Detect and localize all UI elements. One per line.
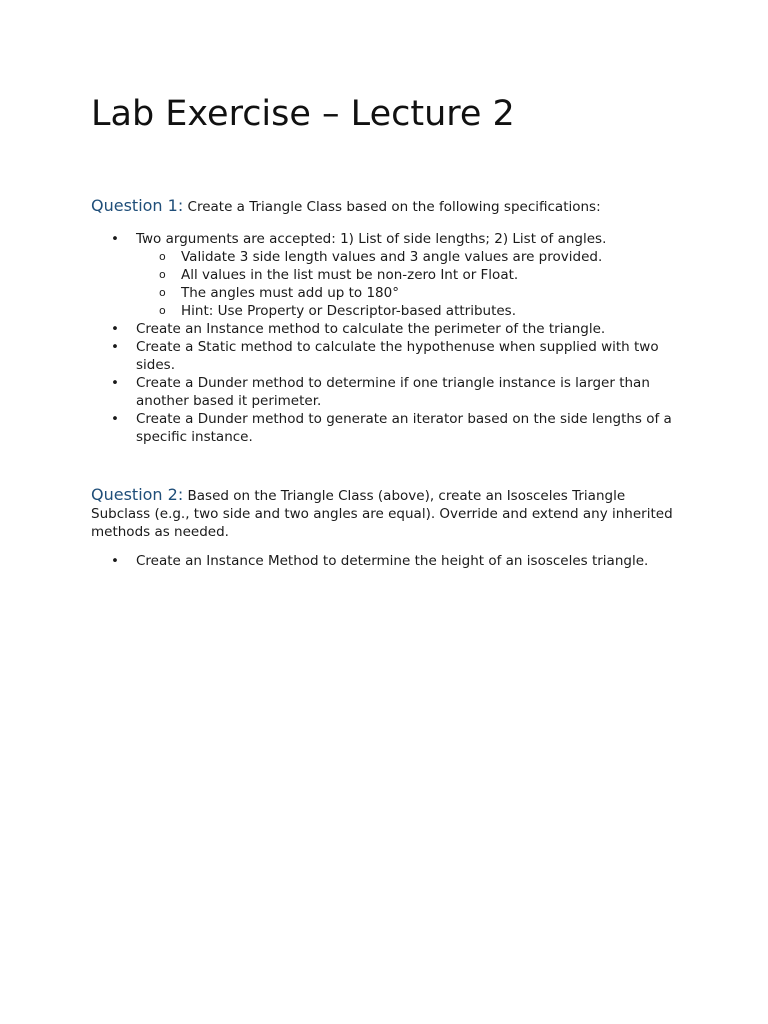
bullet-item: [91, 338, 681, 374]
question-1-text: Create a Triangle Class based on the following specifications:: [187, 199, 601, 215]
sub-bullet-list: [136, 248, 681, 320]
sub-bullet-item: o All values in the list must be non-zero Int or Float.: [136, 266, 681, 284]
bullet-text: Two arguments are accepted: 1) List of side lengths; 2) List of angles.: [136, 231, 607, 247]
question-2-label: Question 2:: [91, 485, 184, 504]
bullet-text: Create a Dunder method to generate an iterator based on the side lengths of a specific instance.: [136, 411, 672, 445]
document-title: Lab Exercise – Lecture 2: [91, 94, 515, 134]
question-1-section: [91, 197, 681, 446]
bullet-text: Create a Static method to calculate the hypothenuse when supplied with two sides.: [136, 339, 659, 373]
question-2-paragraph: [91, 486, 681, 541]
question-2-section: [91, 486, 681, 570]
question-2-bullet-list: [91, 552, 681, 570]
sub-bullet-item: o Validate 3 side length values and 3 angle values are provided.: [136, 248, 681, 266]
bullet-text: Create an Instance Method to determine the height of an isosceles triangle.: [136, 553, 649, 569]
question-1-bullet-list: [91, 230, 681, 446]
bullet-item: [91, 552, 681, 570]
question-1-paragraph: [91, 197, 681, 216]
bullet-text: Create an Instance method to calculate the perimeter of the triangle.: [136, 321, 606, 337]
bullet-item: [91, 320, 681, 338]
question-2-text: Based on the Triangle Class (above), create an Isosceles Triangle Subclass (e.g., two side and two angles are equal). Override and extend any inherited methods as needed.: [91, 488, 673, 540]
question-1-label: Question 1:: [91, 196, 184, 215]
bullet-text: Create a Dunder method to determine if one triangle instance is larger than another based it perimeter.: [136, 375, 650, 409]
bullet-item: [91, 410, 681, 446]
sub-bullet-item: o Hint: Use Property or Descriptor-based attributes.: [136, 302, 681, 320]
bullet-item: [91, 374, 681, 410]
bullet-item: [91, 230, 681, 320]
sub-bullet-item: o The angles must add up to 180°: [136, 284, 681, 302]
